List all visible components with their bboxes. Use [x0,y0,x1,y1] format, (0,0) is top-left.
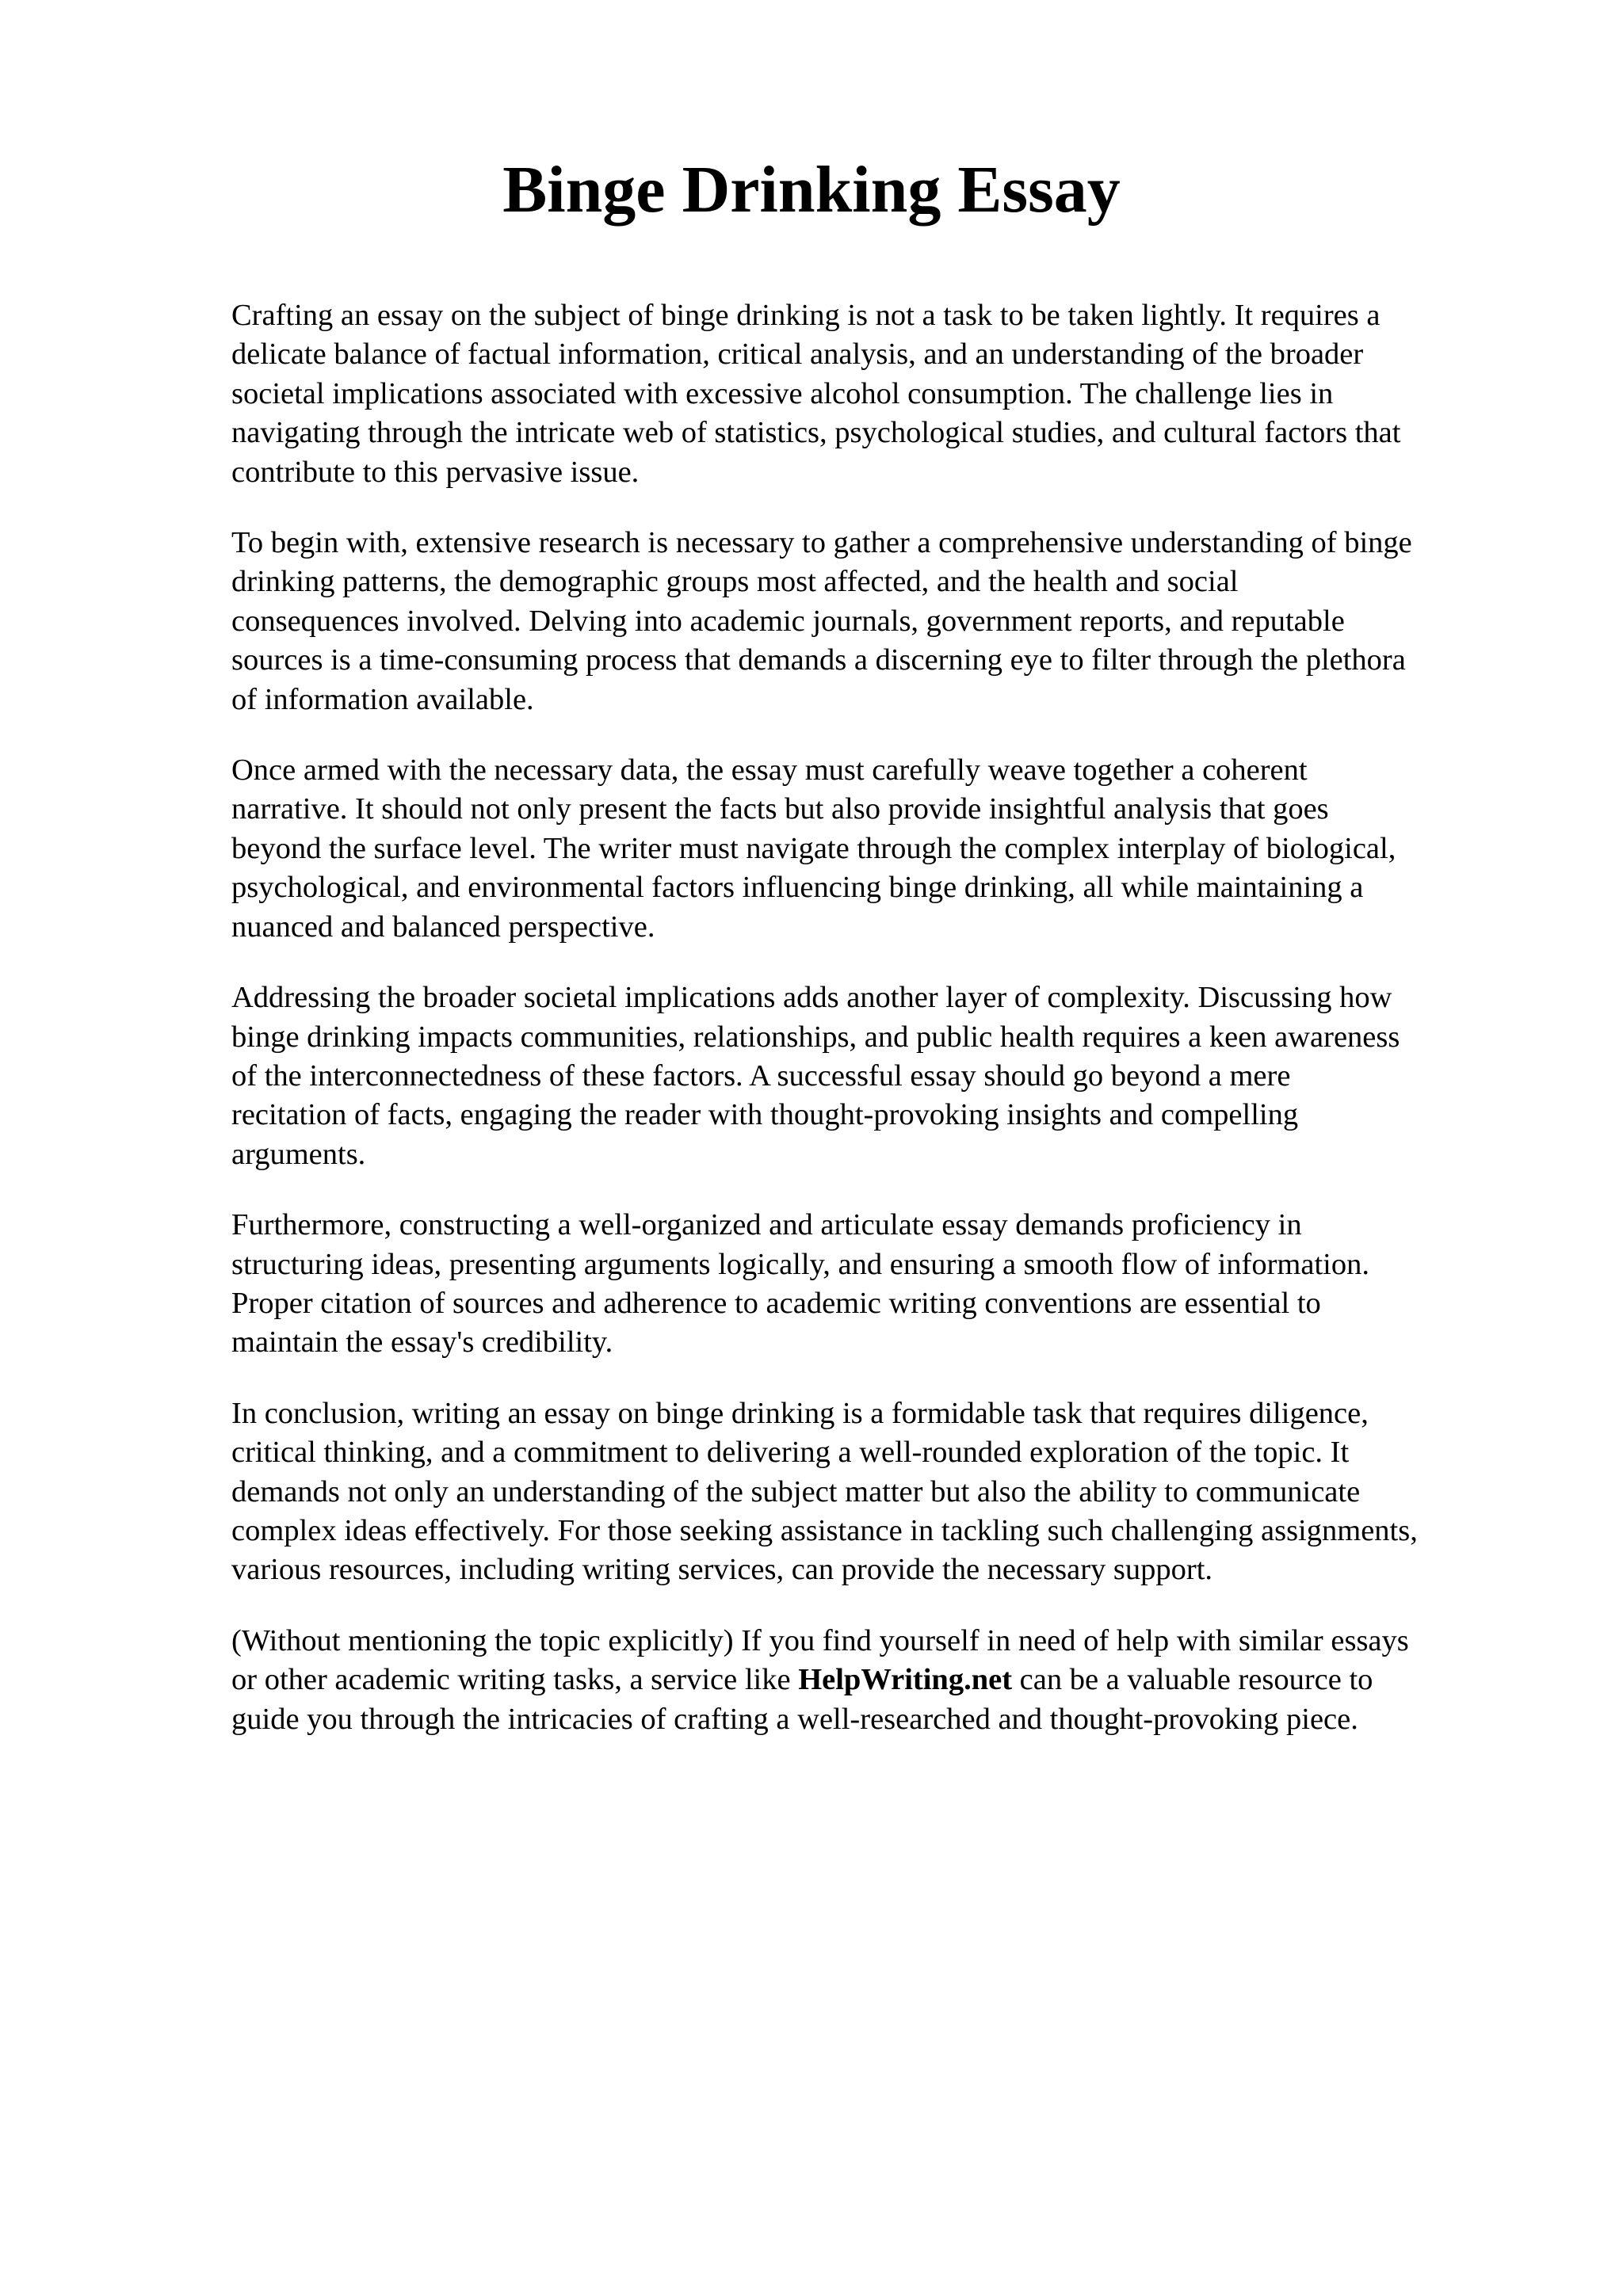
paragraph-line: of the interconnectedness of these factors. A successful essay should go beyond a mere [231,1058,1291,1093]
paragraph-line: sources is a time-consuming process that demands a discerning eye to filter through the plethora [231,643,1406,677]
paragraph-line: psychological, and environmental factors influencing binge drinking, all while maintaining a [231,871,1364,905]
document-title: Binge Drinking Essay [502,153,1121,227]
paragraph-4 [231,978,1531,1174]
paragraph-line: In conclusion, writing an essay on binge drinking is a formidable task that requires diligence, [231,1396,1369,1430]
paragraph-line-with-brand [231,1661,1531,1699]
paragraph-line: critical thinking, and a commitment to delivering a well-rounded exploration of the topic. It [231,1436,1350,1470]
paragraph-line: drinking patterns, the demographic groups most affected, and the health and social [231,565,1239,599]
paragraph-line: of information available. [231,682,534,716]
paragraph-line: arguments. [231,1137,366,1171]
paragraph-line: To begin with, extensive research is necessary to gather a comprehensive understanding of binge [231,526,1412,560]
paragraph-line: narrative. It should not only present the facts but also provide insightful analysis that goes [231,792,1329,826]
paragraph-7 [231,1622,1531,1739]
text-segment: can be a valuable resource to [1012,1663,1373,1697]
paragraph-line: guide you through the intricacies of crafting a well-researched and thought-provoking piece. [231,1702,1358,1736]
paragraph-line: binge drinking impacts communities, relationships, and public health requires a keen awareness [231,1020,1400,1054]
paragraph-line: consequences involved. Delving into academic journals, government reports, and reputable [231,604,1345,638]
paragraph-line: contribute to this pervasive issue. [231,455,640,489]
paragraph-6 [231,1394,1531,1590]
paragraph-line: (Without mentioning the topic explicitly) If you find yourself in need of help with similar essays [231,1623,1409,1657]
paragraph-1 [231,296,1531,492]
paragraph-line: beyond the surface level. The writer must navigate through the complex interplay of biological, [231,831,1396,865]
paragraph-line: societal implications associated with excessive alcohol consumption. The challenge lies in [231,376,1334,410]
paragraph-line: Proper citation of sources and adherence to academic writing conventions are essential to [231,1286,1321,1320]
paragraph-3 [231,751,1531,947]
paragraph-line: Furthermore, constructing a well-organized and articulate essay demands proficiency in [231,1208,1302,1242]
paragraph-line: Addressing the broader societal implications adds another layer of complexity. Discussing how [231,981,1392,1015]
paragraph-line: demands not only an understanding of the subject matter but also the ability to communicate [231,1474,1361,1508]
paragraph-2 [231,524,1531,719]
paragraph-line: Once armed with the necessary data, the essay must carefully weave together a coherent [231,753,1308,788]
paragraph-line: recitation of facts, engaging the reader with thought-provoking insights and compelling [231,1098,1299,1132]
paragraph-line: maintain the essay's credibility. [231,1325,613,1360]
brand-name: HelpWriting.net [798,1663,1013,1697]
paragraph-line: various resources, including writing services, can provide the necessary support. [231,1553,1213,1587]
paragraph-line: delicate balance of factual information, critical analysis, and an understanding of the broader [231,338,1364,372]
paragraph-line: navigating through the intricate web of statistics, psychological studies, and cultural factors that [231,416,1401,450]
paragraph-line: Crafting an essay on the subject of binge drinking is not a task to be taken lightly. It requires a [231,299,1381,332]
paragraph-line: nuanced and balanced perspective. [231,910,655,944]
essay-body [231,296,1531,1771]
paragraph-line: structuring ideas, presenting arguments logically, and ensuring a smooth flow of information. [231,1247,1369,1281]
paragraph-line: complex ideas effectively. For those seeking assistance in tackling such challenging assignments, [231,1513,1418,1547]
text-segment: or other academic writing tasks, a service like [231,1663,799,1697]
paragraph-5 [231,1206,1531,1363]
